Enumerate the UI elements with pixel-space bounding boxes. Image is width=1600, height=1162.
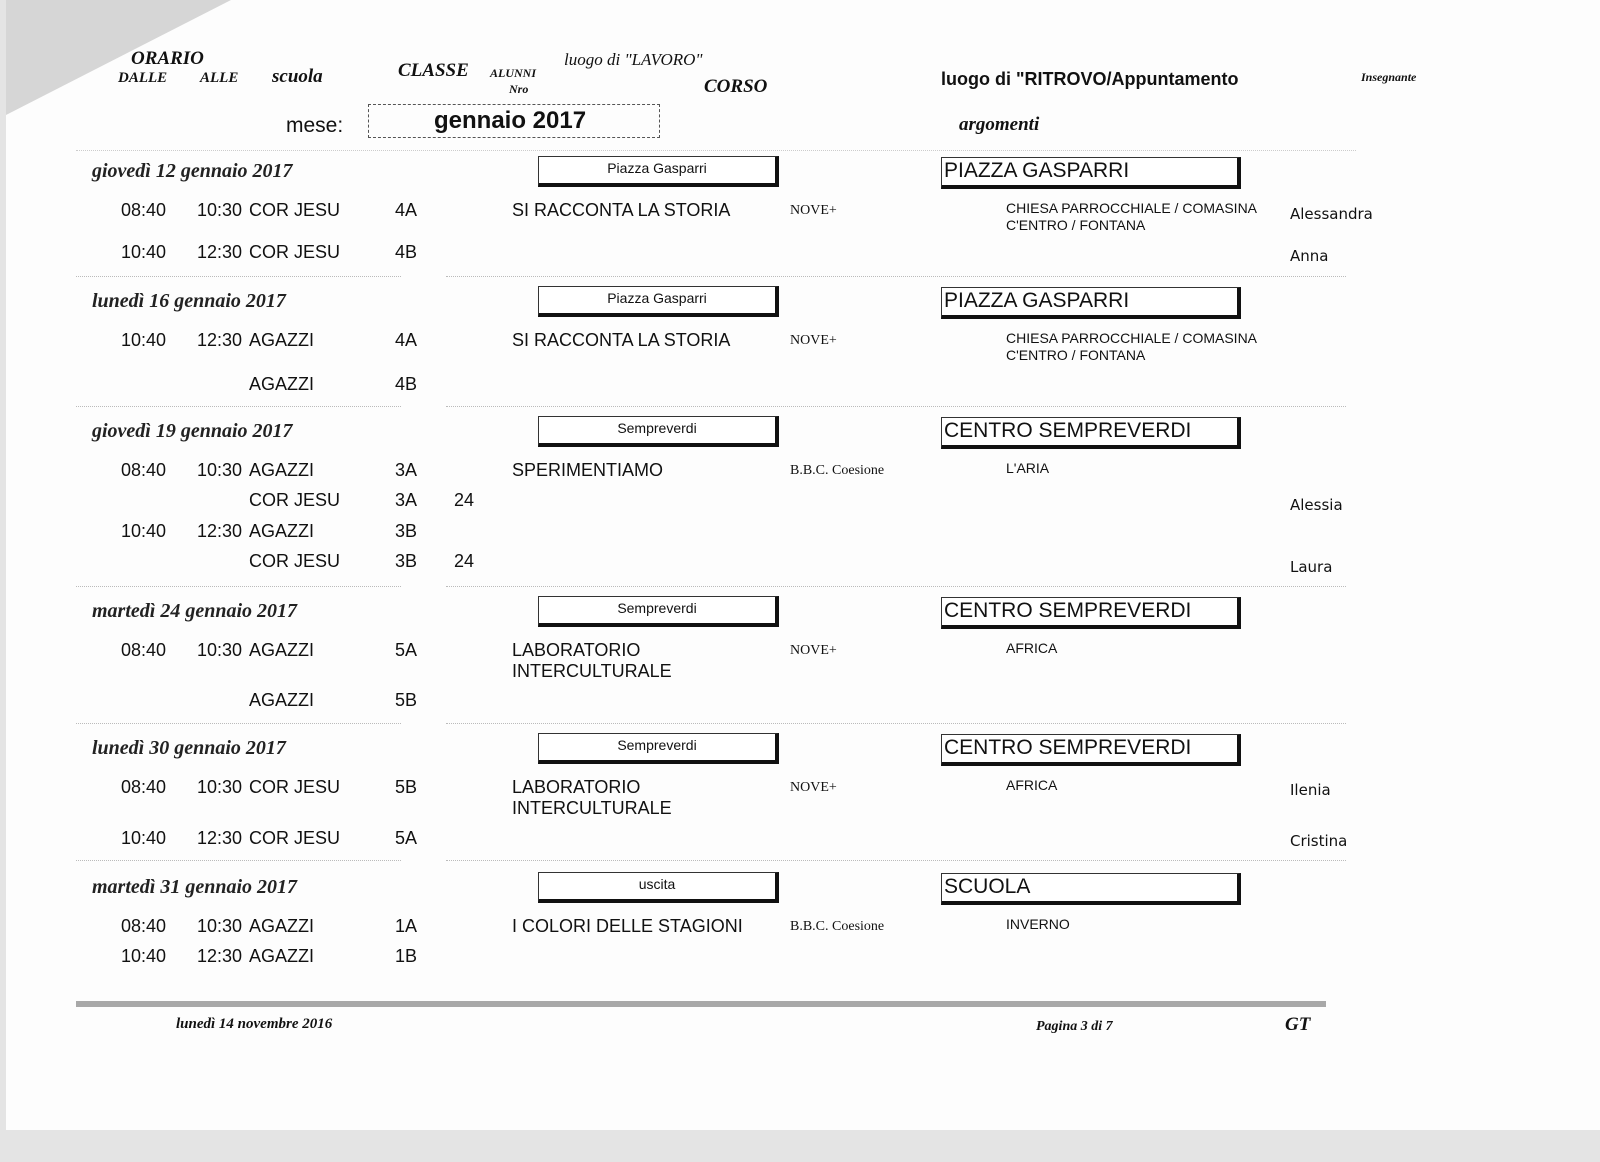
document-page — [6, 0, 1600, 1130]
day-separator — [76, 586, 401, 587]
meeting-place: CENTRO SEMPREVERDI — [941, 734, 1241, 766]
school-name: COR JESU — [249, 551, 341, 571]
bleed-through-mark — [1006, 485, 1010, 503]
time-start: 08:40 — [121, 777, 167, 797]
class-code: 4A — [395, 330, 418, 350]
day-separator — [76, 406, 401, 407]
time-start: 10:40 — [121, 828, 167, 848]
topic: INVERNO — [1006, 916, 1070, 932]
school-name: COR JESU — [249, 777, 341, 797]
day-separator — [446, 586, 1346, 587]
location-label: Sempreverdi — [538, 416, 779, 447]
day-separator — [76, 860, 401, 861]
time-end: 10:30 — [197, 916, 243, 936]
class-code: 4A — [395, 200, 418, 220]
location-label: uscita — [538, 872, 779, 903]
footer-rule — [76, 1001, 1326, 1007]
class-code: 3B — [395, 521, 418, 541]
day-date: martedì 24 gennaio 2017 — [92, 600, 298, 622]
student-count: 24 — [454, 490, 475, 510]
work-activity: I COLORI DELLE STAGIONI — [512, 916, 743, 936]
work-activity: SI RACCONTA LA STORIA — [512, 330, 731, 350]
mese-label: mese: — [286, 114, 344, 137]
meeting-place: PIAZZA GASPARRI — [941, 157, 1241, 189]
day-separator — [446, 723, 1346, 724]
day-date: giovedì 19 gennaio 2017 — [92, 420, 293, 442]
work-activity: SPERIMENTIAMO — [512, 460, 664, 480]
header-alunni: ALUNNI — [490, 66, 537, 80]
header-orario: ORARIO — [131, 48, 204, 69]
time-start: 10:40 — [121, 946, 167, 966]
header-alle: ALLE — [200, 70, 239, 86]
course-name: NOVE+ — [790, 780, 837, 795]
school-name: COR JESU — [249, 242, 341, 262]
time-start: 08:40 — [121, 916, 167, 936]
footer-page: Pagina 3 di 7 — [1036, 1019, 1113, 1034]
topic: AFRICA — [1006, 777, 1058, 793]
class-code: 4B — [395, 374, 418, 394]
day-separator — [76, 276, 401, 277]
meeting-place: SCUOLA — [941, 873, 1241, 905]
time-start: 10:40 — [121, 330, 167, 350]
header-insegnante: Insegnante — [1361, 70, 1417, 84]
time-end: 12:30 — [197, 242, 243, 262]
topic: L'ARIA — [1006, 460, 1050, 476]
school-name: AGAZZI — [249, 640, 315, 660]
time-start: 10:40 — [121, 242, 167, 262]
time-end: 12:30 — [197, 828, 243, 848]
course-name: B.B.C. Coesione — [790, 463, 885, 478]
school-name: AGAZZI — [249, 460, 315, 480]
time-end: 10:30 — [197, 640, 243, 660]
time-end: 12:30 — [197, 521, 243, 541]
class-code: 5A — [395, 640, 418, 660]
header-nro: Nro — [509, 82, 529, 96]
time-end: 10:30 — [197, 777, 243, 797]
day-date: lunedì 30 gennaio 2017 — [92, 737, 286, 759]
school-name: COR JESU — [249, 828, 341, 848]
teacher-name: Alessandra — [1290, 205, 1373, 223]
course-name: NOVE+ — [790, 203, 837, 218]
location-label: Piazza Gasparri — [538, 286, 779, 317]
class-code: 3A — [395, 460, 418, 480]
school-name: AGAZZI — [249, 946, 315, 966]
teacher-name: Laura — [1290, 558, 1333, 576]
course-name: NOVE+ — [790, 643, 837, 658]
teacher-name: Cristina — [1290, 832, 1348, 850]
header-luogo-ritrovo: luogo di "RITROVO/Appuntamento — [941, 69, 1239, 89]
class-code: 1B — [395, 946, 418, 966]
header-corso: CORSO — [704, 76, 768, 97]
course-name: NOVE+ — [790, 333, 837, 348]
class-code: 5A — [395, 828, 418, 848]
header-luogo-lavoro: luogo di "LAVORO" — [564, 50, 703, 69]
work-activity: LABORATORIO INTERCULTURALE — [512, 777, 672, 818]
school-name: AGAZZI — [249, 916, 315, 936]
meeting-place: PIAZZA GASPARRI — [941, 287, 1241, 319]
course-name: B.B.C. Coesione — [790, 919, 885, 934]
mese-value: gennaio 2017 — [434, 107, 587, 134]
day-date: martedì 31 gennaio 2017 — [92, 876, 298, 898]
day-separator — [446, 406, 1346, 407]
day-separator — [446, 860, 1346, 861]
meeting-place: CENTRO SEMPREVERDI — [941, 597, 1241, 629]
class-code: 3B — [395, 551, 418, 571]
teacher-name: Anna — [1290, 247, 1329, 265]
location-label: Piazza Gasparri — [538, 156, 779, 187]
time-start: 10:40 — [121, 521, 167, 541]
footer-date: lunedì 14 novembre 2016 — [176, 1016, 333, 1032]
time-end: 12:30 — [197, 946, 243, 966]
day-separator — [446, 276, 1346, 277]
location-label: Sempreverdi — [538, 596, 779, 627]
day-date: giovedì 12 gennaio 2017 — [92, 160, 293, 182]
class-code: 5B — [395, 777, 418, 797]
work-activity: LABORATORIO INTERCULTURALE — [512, 640, 672, 681]
teacher-name: Ilenia — [1290, 781, 1331, 799]
class-code: 5B — [395, 690, 418, 710]
day-separator — [76, 723, 401, 724]
time-end: 10:30 — [197, 460, 243, 480]
topic: CHIESA PARROCCHIALE / COMASINA C'ENTRO / FONTANA — [1006, 330, 1257, 363]
school-name: AGAZZI — [249, 690, 315, 710]
header-classe: CLASSE — [398, 60, 469, 81]
day-date: lunedì 16 gennaio 2017 — [92, 290, 286, 312]
location-label: Sempreverdi — [538, 733, 779, 764]
time-start: 08:40 — [121, 640, 167, 660]
time-start: 08:40 — [121, 460, 167, 480]
header-separator — [76, 150, 1356, 151]
student-count: 24 — [454, 551, 475, 571]
work-activity: SI RACCONTA LA STORIA — [512, 200, 731, 220]
topic: CHIESA PARROCCHIALE / COMASINA C'ENTRO / FONTANA — [1006, 200, 1257, 233]
header-dalle: DALLE — [118, 70, 168, 86]
time-end: 10:30 — [197, 200, 243, 220]
time-start: 08:40 — [121, 200, 167, 220]
footer-initials: GT — [1285, 1014, 1311, 1035]
teacher-name: Alessia — [1290, 496, 1343, 514]
school-name: AGAZZI — [249, 330, 315, 350]
header-argomenti: argomenti — [959, 114, 1040, 135]
class-code: 3A — [395, 490, 418, 510]
header-scuola: scuola — [272, 66, 323, 87]
school-name: COR JESU — [249, 200, 341, 220]
school-name: AGAZZI — [249, 521, 315, 541]
meeting-place: CENTRO SEMPREVERDI — [941, 417, 1241, 449]
class-code: 4B — [395, 242, 418, 262]
topic: AFRICA — [1006, 640, 1058, 656]
school-name: AGAZZI — [249, 374, 315, 394]
time-end: 12:30 — [197, 330, 243, 350]
class-code: 1A — [395, 916, 418, 936]
school-name: COR JESU — [249, 490, 341, 510]
